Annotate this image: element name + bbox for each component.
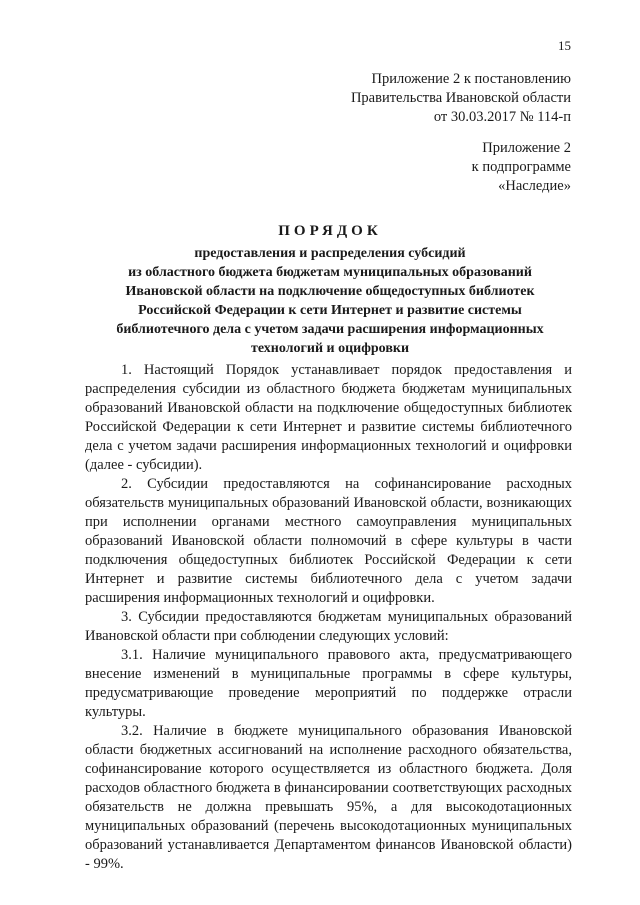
paragraph-3-2: 3.2. Наличие в бюджете муниципального образования Ивановской области бюджетных ассигнований на исполнение расходного обязательства, софинансирование которого осуществляется из областного бюджета. Доля расходов областного бюджета в финансировании соответствующих расходных обязательств не должна превышать 95%, а для высокодотационных муниципальных образований (перечень высокодотационных муниципальных образований устанавливается Департаментом финансов Ивановской области) - 99%. (85, 723, 572, 872)
annex-main-line: Приложение 2 к постановлению (371, 71, 571, 87)
annex-main-block (351, 70, 571, 127)
annex-sub-block (472, 139, 571, 196)
page-number: 15 (558, 38, 571, 53)
paragraph-3-1: 3.1. Наличие муниципального правового акта, предусматривающего внесение изменений в муниципальные программы в сфере культуры, предусматривающие проведение мероприятий по поддержке отрасли культуры. (85, 647, 572, 720)
annex-main-line: Правительства Ивановской области (350, 90, 571, 106)
annex-sub-line: к подпрограмме (471, 159, 571, 175)
annex-main-line: от 30.03.2017 № 114-п (433, 109, 571, 125)
paragraph-3: 3. Субсидии предоставляются бюджетам муниципальных образований Ивановской области при соблюдении следующих условий: (85, 609, 572, 644)
title-block (80, 222, 580, 358)
annex-sub-line: «Наследие» (498, 178, 571, 194)
document-subtitle-line: предоставления и распределения субсидий (194, 246, 466, 261)
annex-sub-line: Приложение 2 (482, 140, 571, 156)
document-subtitle-line: библиотечного дела с учетом задачи расширения информационных (116, 322, 544, 337)
document-title: ПОРЯДОК (278, 223, 382, 239)
paragraph-1: 1. Настоящий Порядок устанавливает порядок предоставления и распределения субсидии из областного бюджета бюджетам муниципальных образований Ивановской области на подключение общедоступных библиотек Российской Федерации к сети Интернет и развитие системы библиотечного дела с учетом задачи расширения информационных технологий и оцифровки (далее - субсидии). (85, 362, 572, 473)
document-subtitle-line: из областного бюджета бюджетам муниципальных образований (128, 265, 532, 280)
paragraph-2: 2. Субсидии предоставляются на софинансирование расходных обязательств муниципальных образований Ивановской области, возникающих при исполнении органами местного самоуправления муниципальных образований Ивановской области полномочий в сфере культуры в части подключения общедоступных библиотек Российской Федерации к сети Интернет и развитие системы библиотечного дела с учетом задачи расширения информационных технологий и оцифровки. (85, 476, 572, 606)
document-subtitle-line: технологий и оцифровки (250, 341, 410, 356)
document-subtitle-line: Ивановской области на подключение общедоступных библиотек (125, 284, 535, 299)
document-subtitle-line: Российской Федерации к сети Интернет и развитие системы (138, 303, 522, 318)
document-body (85, 361, 572, 874)
